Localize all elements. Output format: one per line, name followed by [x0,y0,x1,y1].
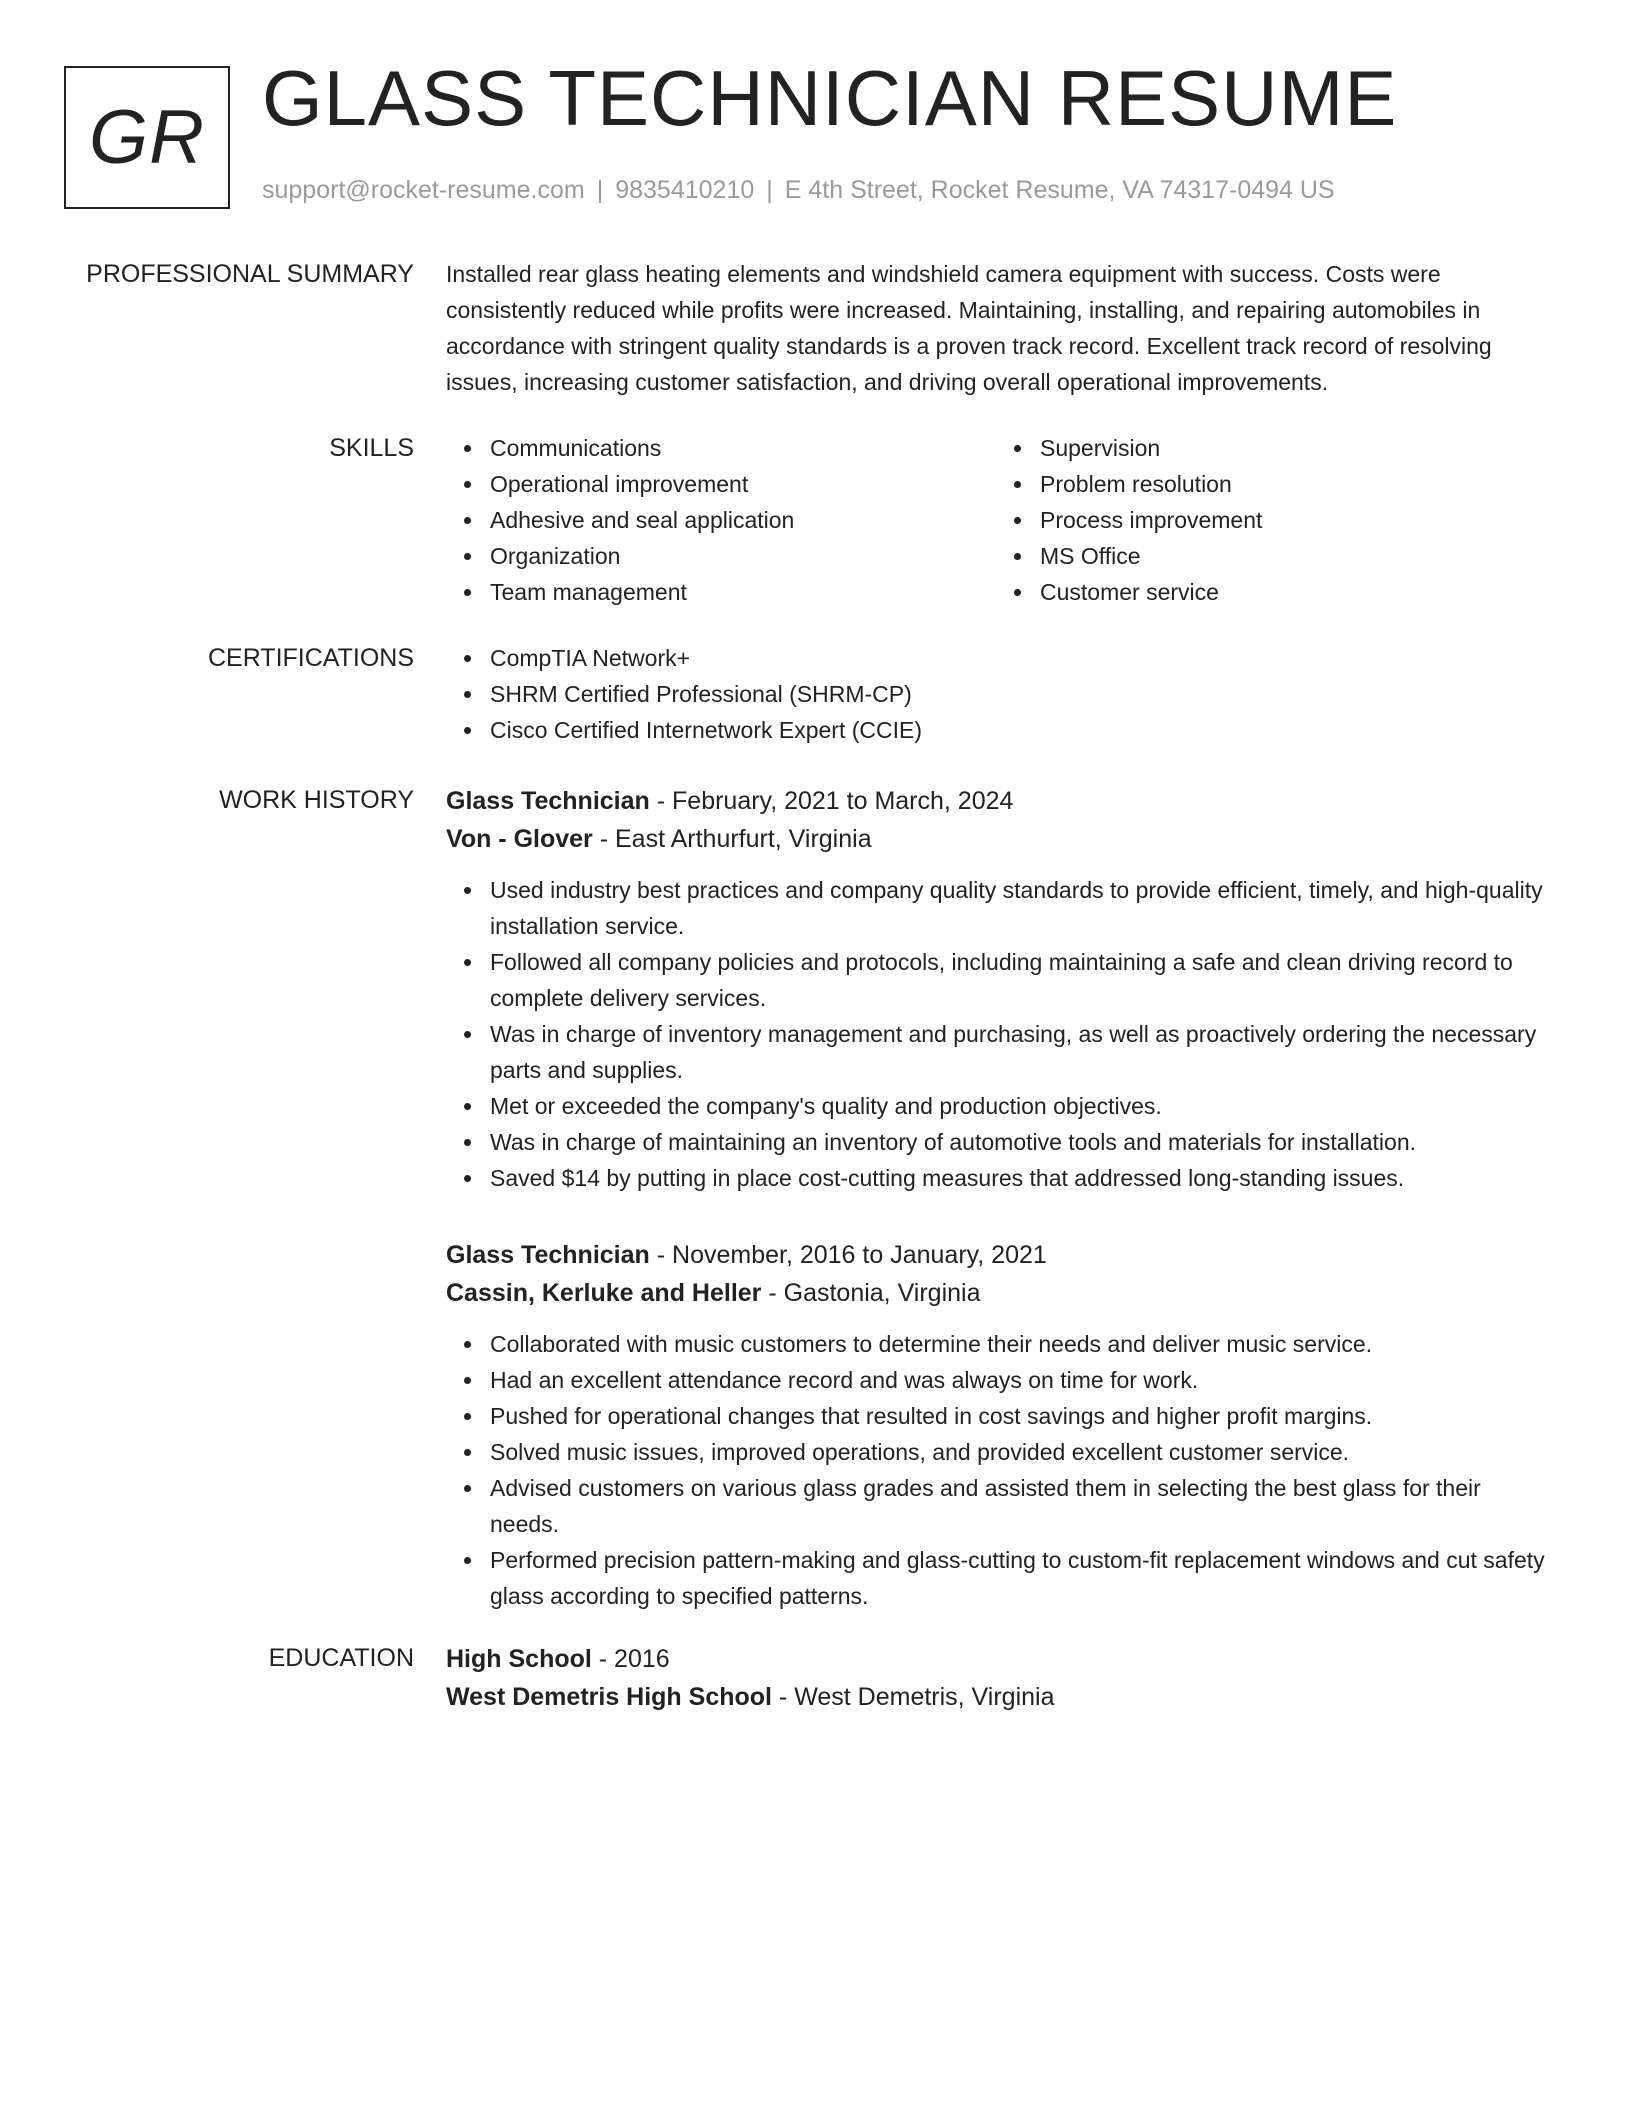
skills-heading: SKILLS [329,434,414,462]
job-duty-item: Was in charge of inventory management and purchasing, as well as proactively ordering the necessary parts and supplies. [446,1016,1546,1088]
job-duty-item: Was in charge of maintaining an inventory of automotive tools and materials for installation. [446,1124,1546,1160]
skill-item: Communications [446,430,996,466]
education-school: West Demetris High School [446,1683,772,1711]
job-company-line [446,1274,1546,1312]
job-title: Glass Technician [446,787,650,815]
skill-item: Customer service [996,574,1546,610]
education-year: - 2016 [591,1645,670,1673]
job-company-line [446,820,1546,858]
skill-item: Adhesive and seal application [446,502,996,538]
job-duty-item: Used industry best practices and company quality standards to provide efficient, timely, and high-quality installation service. [446,872,1546,944]
job-company: Von - Glover [446,825,593,853]
job-duties-list [446,1326,1546,1614]
job-duty-item: Met or exceeded the company's quality and production objectives. [446,1088,1546,1124]
skills-list-right [996,430,1546,610]
contact-email: support@rocket-resume.com [262,176,585,204]
job-title-line [446,1236,1546,1274]
job-dates: - February, 2021 to March, 2024 [649,787,1014,815]
certifications-body [446,640,1546,748]
job-title: Glass Technician [446,1241,650,1269]
skills-columns [446,430,1546,610]
job-company: Cassin, Kerluke and Heller [446,1279,762,1307]
skill-item: Organization [446,538,996,574]
work-history-body [446,782,1546,1614]
skill-item: MS Office [996,538,1546,574]
contact-address: E 4th Street, Rocket Resume, VA 74317-0494 US [784,176,1335,204]
job-duty-item: Performed precision pattern-making and glass-cutting to custom-fit replacement windows and cut safety glass according to specified patterns. [446,1542,1546,1614]
job-location: - Gastonia, Virginia [761,1279,981,1307]
skill-item: Operational improvement [446,466,996,502]
education-heading: EDUCATION [268,1644,414,1672]
job-duty-item: Had an excellent attendance record and was always on time for work. [446,1362,1546,1398]
job-location: - East Arthurfurt, Virginia [592,825,872,853]
education-body [446,1640,1546,1716]
job-duty-item: Solved music issues, improved operations, and provided excellent customer service. [446,1434,1546,1470]
job-dates: - November, 2016 to January, 2021 [649,1241,1047,1269]
education-degree-line [446,1640,1546,1678]
certifications-list [446,640,1546,748]
monogram-initials: GR [89,95,205,180]
summary-text: Installed rear glass heating elements and windshield camera equipment with success. Costs were consistently reduced while profits were increased. Maintaining, installing, and repairing automobiles in accordance with stringent quality standards is a proven track record. Excellent track record of resolving issues, increasing customer satisfaction, and driving overall operational improvements. [446,261,1492,395]
certifications-heading: CERTIFICATIONS [207,644,414,672]
resume-title: GLASS TECHNICIAN RESUME [262,54,1398,142]
skill-item: Team management [446,574,996,610]
job-duty-item: Followed all company policies and protocols, including maintaining a safe and clean driving record to complete delivery services. [446,944,1546,1016]
monogram-box [64,66,230,209]
job-entry [446,1236,1546,1614]
education-degree: High School [446,1645,592,1673]
contact-line [262,176,1335,205]
certification-item: SHRM Certified Professional (SHRM-CP) [446,676,1546,712]
work-history-heading: WORK HISTORY [219,786,414,814]
skill-item: Supervision [996,430,1546,466]
certification-item: CompTIA Network+ [446,640,1546,676]
summary-heading: PROFESSIONAL SUMMARY [86,260,414,288]
education-location: - West Demetris, Virginia [772,1683,1055,1711]
certification-item: Cisco Certified Internetwork Expert (CCIE) [446,712,1546,748]
job-duty-item: Collaborated with music customers to determine their needs and deliver music service. [446,1326,1546,1362]
education-school-line [446,1678,1546,1716]
job-duty-item: Saved $14 by putting in place cost-cutting measures that addressed long-standing issues. [446,1160,1546,1196]
contact-separator: | [596,176,604,204]
job-duty-item: Pushed for operational changes that resulted in cost savings and higher profit margins. [446,1398,1546,1434]
skills-list-left [446,430,996,610]
contact-phone: 9835410210 [615,176,755,204]
job-title-line [446,782,1546,820]
job-duties-list [446,872,1546,1196]
skill-item: Problem resolution [996,466,1546,502]
contact-separator: | [766,176,773,204]
job-entry [446,782,1546,1196]
job-duty-item: Advised customers on various glass grades and assisted them in selecting the best glass for their needs. [446,1470,1546,1542]
skill-item: Process improvement [996,502,1546,538]
